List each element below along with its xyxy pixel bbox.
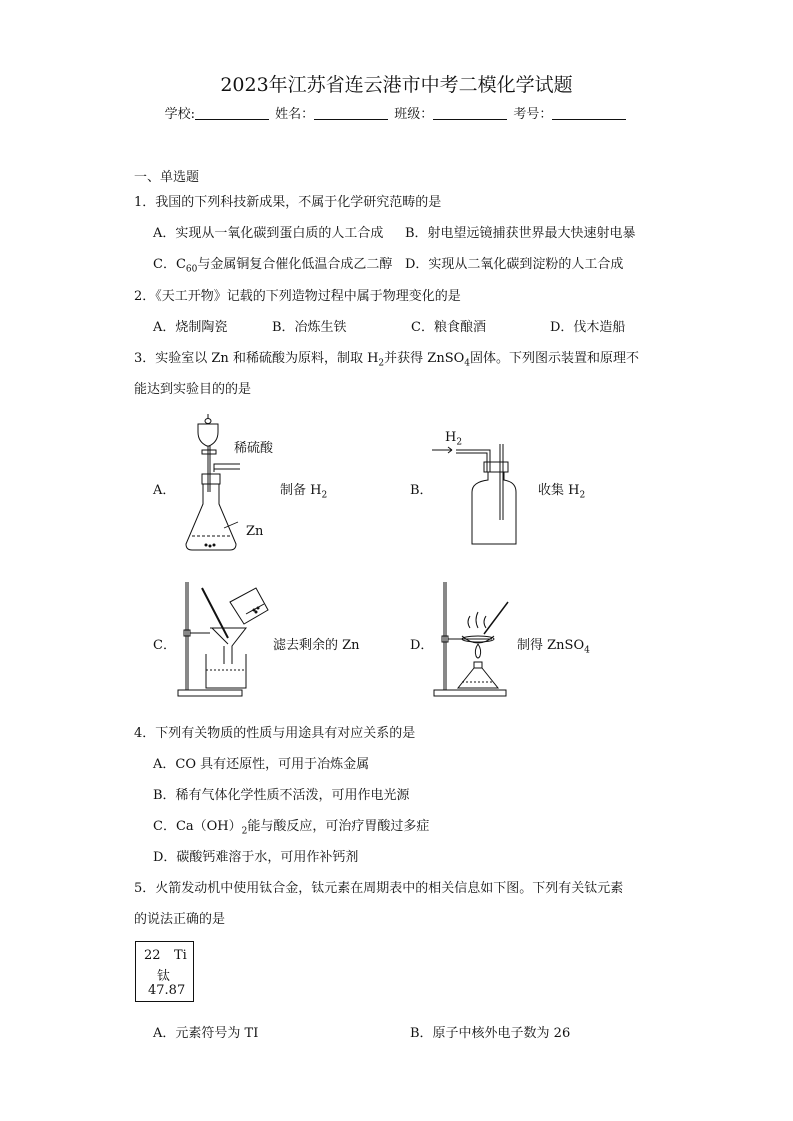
q5-stem-line2: 的说法正确的是 [134, 912, 226, 927]
h2-gas-label: $H_2$ [445, 430, 463, 448]
q4-option-b: B．稀有气体化学性质不活泼，可用作电光源 [153, 788, 410, 803]
q2-option-c: C．粮食酿酒 [411, 320, 486, 335]
q3-option-d-caption: 制得 ZnSO$_4$ [517, 638, 590, 656]
q3-stem-line1: 3．实验室以 Zn 和稀硫酸为原料，制取 $H_2$并获得 ZnSO$_4$固体。下列图示装置和原理不 [134, 351, 640, 369]
q1-option-b: B．射电望远镜捕获世界最大快速射电暴 [405, 226, 636, 241]
q3-option-c-letter: C． [153, 638, 176, 653]
element-name: 钛 [157, 969, 171, 984]
student-info-line [0, 103, 793, 122]
q3-option-c-caption: 滤去剩余的 Zn [273, 638, 360, 653]
zn-pointer-line [224, 522, 238, 528]
q2-stem: 2．《天工开物》记载的下列造物过程中属于物理变化的是 [134, 289, 461, 304]
element-symbol: Ti [174, 948, 187, 963]
q3-option-a-caption: 制备 $H_2$ [280, 483, 328, 501]
name-label: 姓名： [275, 107, 315, 122]
periodic-table-cell [135, 941, 194, 1002]
exam-no-label: 考号： [513, 107, 553, 122]
q4-option-d: D．碳酸钙难溶于水，可用作补钙剂 [153, 850, 359, 865]
atomic-number: 22 [144, 948, 161, 963]
q3-option-b-caption: 收集 $H_2$ [538, 483, 586, 501]
school-label: 学校: [164, 107, 195, 122]
q4-option-a: A．CO 具有还原性，可用于冶炼金属 [153, 757, 370, 772]
q3-option-d-letter: D． [410, 638, 434, 653]
class-blank[interactable] [433, 106, 507, 120]
q5-stem-line1: 5．火箭发动机中使用钛合金，钛元素在周期表中的相关信息如下图。下列有关钛元素 [134, 881, 624, 896]
q2-option-b: B．冶炼生铁 [272, 320, 347, 335]
filtration-apparatus-diagram [176, 578, 271, 700]
dilute-sulfuric-acid-label: 稀硫酸 [234, 441, 274, 456]
zn-label: Zn [246, 524, 264, 539]
name-blank[interactable] [314, 106, 388, 120]
q2-option-a: A．烧制陶瓷 [153, 320, 228, 335]
atomic-mass: 47.87 [148, 983, 186, 998]
q3-stem-line2: 能达到实验目的的是 [134, 382, 252, 397]
q1-option-d: D．实现从二氧化碳到淀粉的人工合成 [405, 257, 624, 272]
section-heading: 一、单选题 [134, 170, 200, 185]
q1-stem: 1．我国的下列科技新成果，不属于化学研究范畴的是 [134, 195, 442, 210]
exam-no-blank[interactable] [552, 106, 626, 120]
q4-option-c: C．$Ca(OH)_2$能与酸反应，可治疗胃酸过多症 [153, 819, 430, 837]
q3-option-a-letter: A． [153, 483, 176, 498]
evaporation-apparatus-diagram [432, 578, 518, 700]
zinc-granules [205, 544, 216, 548]
q5-option-b: B．原子中核外电子数为 26 [410, 1026, 571, 1041]
page-title: 2023年江苏省连云港市中考二模化学试题 [220, 74, 573, 96]
class-label: 班级： [394, 107, 434, 122]
q2-option-d: D．伐木造船 [550, 320, 626, 335]
q1-option-a: A．实现从一氧化碳到蛋白质的人工合成 [153, 226, 384, 241]
q5-option-a: A．元素符号为 TI [153, 1026, 259, 1041]
q1-option-c: C．$C_{60}$与金属铜复合催化低温合成乙二醇 [153, 257, 393, 275]
school-blank[interactable] [195, 106, 269, 120]
gas-bottle-diagram [432, 440, 522, 550]
q4-stem: 4．下列有关物质的性质与用途具有对应关系的是 [134, 726, 416, 741]
q3-option-b-letter: B． [410, 483, 433, 498]
